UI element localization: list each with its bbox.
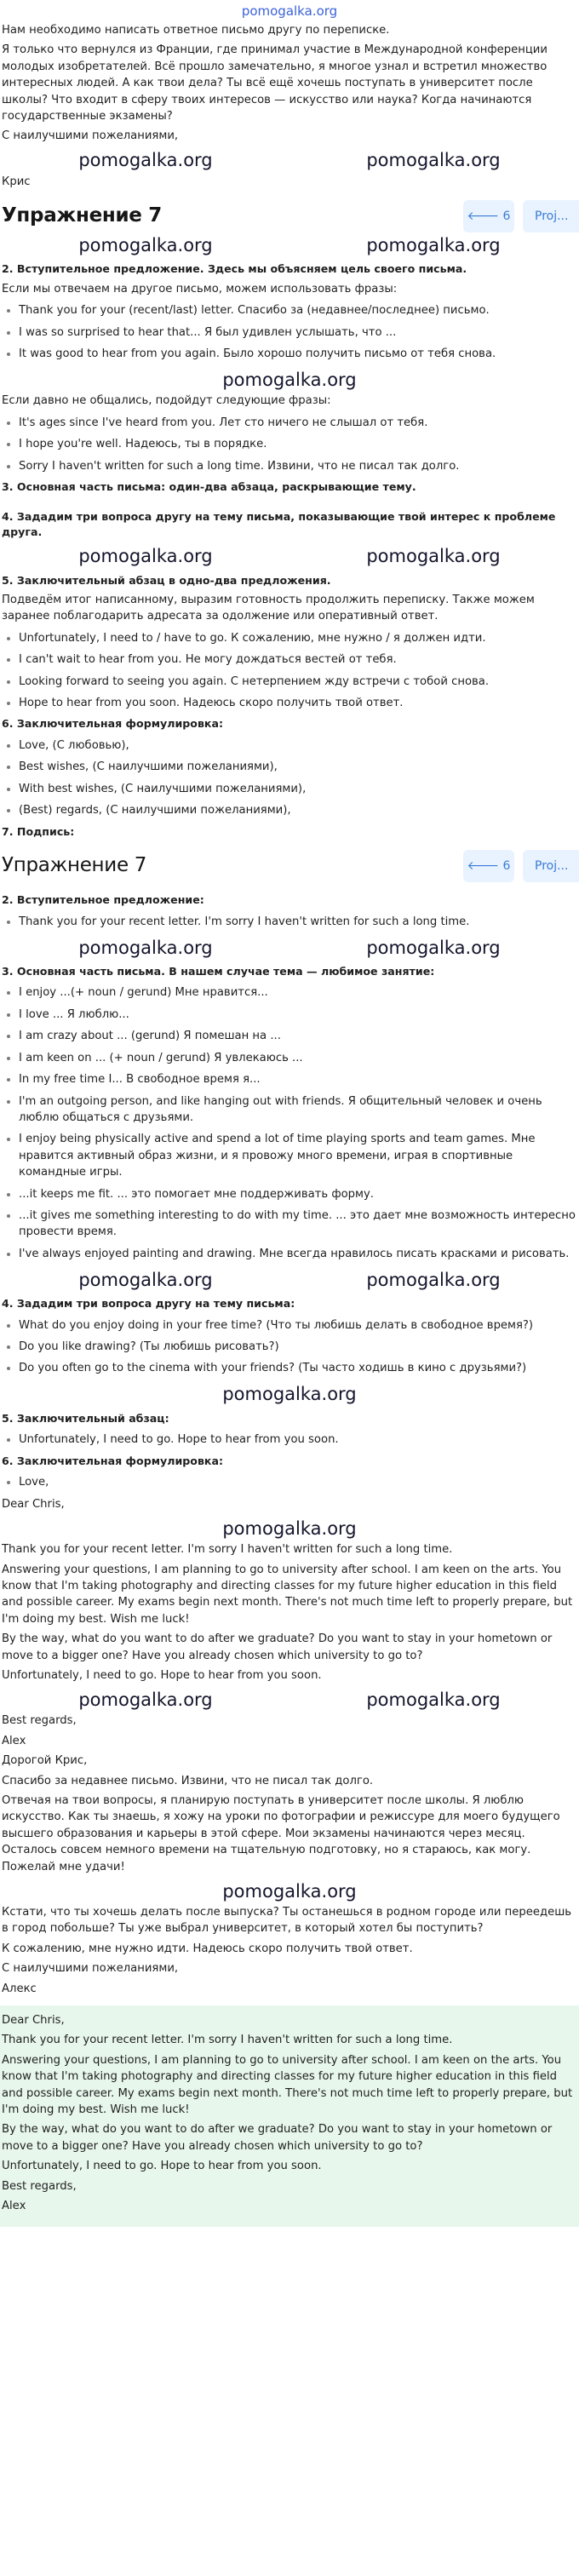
watermark-row: [2, 1382, 577, 1408]
watermark-row: [2, 1267, 577, 1293]
letter-closing: Best regards,: [2, 2179, 77, 2193]
project-button[interactable]: [523, 850, 579, 882]
watermark-row: [2, 1879, 577, 1904]
watermark-row: [2, 544, 577, 570]
letter-paragraph: Thank you for your recent letter. I'm sorry I haven't written for such a long time.: [2, 2034, 453, 2047]
arrow-left-icon: 🡐: [467, 209, 503, 223]
letter-greeting: Dear Chris,: [2, 2014, 65, 2028]
letter-closing: С наилучшими пожеланиями,: [2, 1962, 179, 1976]
section-heading: 6. Заключительная формулировка:: [2, 1454, 223, 1467]
intro-line: С наилучшими пожеланиями,: [2, 129, 179, 143]
list-item: Unfortunately, I need to go. Hope to hear from you soon.: [15, 1431, 577, 1448]
phrase-list: [2, 1431, 577, 1448]
watermark-row: [2, 935, 577, 961]
list-item: ...it gives me something interesting to do with my time. ... это дает мне возможность интересно провести время.: [15, 1208, 577, 1241]
list-item: Sorry I haven't written for such a long time. Извини, что не писал так долго.: [15, 458, 577, 474]
exercise-title: Упражнение 7: [2, 204, 163, 227]
watermark: pomogalka.org: [78, 937, 213, 958]
letter-paragraph: Кстати, что ты хочешь делать после выпуска? Ты останешься в родном городе или переедешь в город побольше? Ты уже выбрал университет, в который хотел бы поступить?: [2, 1906, 572, 1936]
list-item: Thank you for your (recent/last) letter. Спасибо за (недавнее/последнее) письмо.: [15, 302, 577, 318]
phrase-list: [2, 737, 577, 819]
list-item: ...it keeps me fit. ... это помогает мне поддерживать форму.: [15, 1186, 577, 1202]
watermark: pomogalka.org: [222, 1517, 357, 1539]
section-heading: 3. Основная часть письма: один-два абзаца, раскрывающие тему.: [2, 480, 416, 493]
watermark: pomogalka.org: [78, 234, 213, 255]
list-item: Best wishes, (С наилучшими пожеланиями),: [15, 759, 577, 775]
intro-line: Нам необходимо написать ответное письмо другу по переписке.: [2, 24, 390, 37]
intro-signature: Крис: [2, 175, 31, 188]
watermark: pomogalka.org: [78, 1269, 213, 1290]
list-item: Do you often go to the cinema with your friends? (Ты часто ходишь в кино с друзьями?): [15, 1360, 577, 1376]
watermark: pomogalka.org: [366, 1269, 501, 1290]
watermark: pomogalka.org: [222, 369, 357, 390]
list-item: I was so surprised to hear that... Я был удивлен услышать, что ...: [15, 324, 577, 341]
letter-paragraph: Unfortunately, I need to go. Hope to hear from you soon.: [2, 2160, 322, 2173]
letter-greeting: Dear Chris,: [2, 1497, 65, 1511]
watermark: pomogalka.org: [366, 937, 501, 958]
phrase-list: [2, 1317, 577, 1377]
letter-paragraph: Answering your questions, I am planning to go to university after school. I am keen on the arts. You know that I'm taking photography and directing classes for my future higher education in this field and possible career. My exams begin next month. There's not much time left to properly prepare, but I'm doing my best. Wish me luck!: [2, 2053, 573, 2117]
letter-paragraph: Unfortunately, I need to go. Hope to hear from you soon.: [2, 1668, 322, 1682]
list-item: (Best) regards, (С наилучшими пожеланиями),: [15, 802, 577, 818]
list-item: What do you enjoy doing in your free time? (Что ты любишь делать в свободное время?): [15, 1317, 577, 1334]
phrase-list: [2, 302, 577, 362]
letter-greeting: Дорогой Крис,: [2, 1754, 88, 1768]
letter-paragraph: Спасибо за недавнее письмо. Извини, что не писал так долго.: [2, 1774, 374, 1787]
list-item: Love, (С любовью),: [15, 737, 577, 754]
project-button[interactable]: [523, 200, 579, 232]
section-heading: 6. Заключительная формулировка:: [2, 717, 223, 731]
watermark-row: [2, 232, 577, 258]
letter-paragraph: Answering your questions, I am planning to go to university after school. I am keen on the arts. You know that I'm taking photography and directing classes for my future higher education in this field and possible career. My exams begin next month. There's not much time left to properly prepare, but I'm doing my best. Wish me luck!: [2, 1563, 573, 1626]
paragraph: Если давно не общались, подойдут следующие фразы:: [2, 394, 331, 408]
watermark-row: [2, 367, 577, 393]
list-item: Looking forward to seeing you again. С нетерпением жду встречи с тобой снова.: [15, 674, 577, 690]
list-item: Thank you for your recent letter. I'm sorry I haven't written for such a long time.: [15, 914, 577, 930]
list-item: It's ages since I've heard from you. Лет сто ничего не слышал от тебя.: [15, 415, 577, 431]
list-item: With best wishes, (С наилучшими пожеланиями),: [15, 781, 577, 797]
exercise-header: [0, 843, 579, 882]
list-item: I enjoy being physically active and spend a lot of time playing sports and team games. Мне нравится активный образ жизни, и я провожу много времени, играя в спортивные командные игры.: [15, 1131, 577, 1180]
section-heading: 7. Подпись:: [2, 824, 75, 838]
list-item: I am keen on ... (+ noun / gerund) Я увлекаюсь ...: [15, 1050, 577, 1066]
letter-paragraph: Отвечая на твои вопросы, я планирую поступать в университет после школы. Я люблю искусство. Как ты знаешь, я хожу на уроки по фотографии и режиссуре для моего будущего высшего образования и карьеры в этой сфере. Мои экзамены начинаются через месяц. Осталось совсем немного времени на тщательную подготовку, но я стараюсь, как могу. Пожелай мне удачи!: [2, 1793, 560, 1873]
section-heading: 2. Вступительное предложение:: [2, 893, 204, 907]
list-item: I've always enjoyed painting and drawing. Мне всегда нравилось писать красками и рисовать.: [15, 1246, 577, 1262]
section-heading: 3. Основная часть письма. В нашем случае тема — любимое занятие:: [2, 964, 435, 978]
exercise-title: Упражнение 7: [2, 854, 147, 877]
letter-closing: Best regards,: [2, 1714, 77, 1728]
list-item: Do you like drawing? (Ты любишь рисовать?): [15, 1339, 577, 1355]
prev-exercise-button[interactable]: [463, 850, 514, 882]
top-watermark: pomogalka.org: [241, 3, 338, 19]
list-item: I'm an outgoing person, and like hanging out with friends. Я общительный человек и очень люблю общаться с друзьями.: [15, 1093, 577, 1127]
letter-paragraph: Thank you for your recent letter. I'm sorry I haven't written for such a long time.: [2, 1543, 453, 1557]
list-item: In my free time I... В свободное время я...: [15, 1071, 577, 1087]
watermark: pomogalka.org: [366, 1689, 501, 1710]
watermark: pomogalka.org: [78, 1689, 213, 1710]
watermark: pomogalka.org: [366, 546, 501, 567]
paragraph: Если мы отвечаем на другое письмо, можем использовать фразы:: [2, 282, 398, 295]
letter-final-highlight: [0, 2005, 579, 2226]
section-heading: 4. Зададим три вопроса другу на тему письма, показывающие твой интерес к проблеме друга.: [2, 509, 556, 538]
exercise-nav: [463, 200, 579, 232]
watermark-row: [2, 148, 577, 174]
watermark: pomogalka.org: [222, 1384, 357, 1405]
list-item: Love,: [15, 1474, 577, 1490]
letter-paragraph: By the way, what do you want to do after we graduate? Do you want to stay in your hometown or move to a bigger one? Have you already chosen which university to go to?: [2, 1632, 553, 1662]
watermark: pomogalka.org: [78, 546, 213, 567]
exercise-header: [0, 193, 579, 232]
prev-exercise-button[interactable]: [463, 200, 514, 232]
phrase-list: [2, 914, 577, 930]
phrase-list: [2, 984, 577, 1262]
letter-signature: Alex: [2, 2200, 26, 2213]
letter-paragraph: By the way, what do you want to do after we graduate? Do you want to stay in your hometown or move to a bigger one? Have you already chosen which university to go to?: [2, 2123, 553, 2153]
exercise-nav: [463, 850, 579, 882]
section-heading: 2. Вступительное предложение. Здесь мы объясняем цель своего письма.: [2, 262, 467, 276]
letter-paragraph: К сожалению, мне нужно идти. Надеюсь скоро получить твой ответ.: [2, 1942, 413, 1955]
list-item: Hope to hear from you soon. Надеюсь скоро получить твой ответ.: [15, 695, 577, 711]
list-item: I hope you're well. Надеюсь, ты в порядке.: [15, 436, 577, 452]
exercise-2-body: [0, 882, 579, 1491]
project-label: Proj...: [535, 858, 569, 873]
list-item: I am crazy about ... (gerund) Я помешан на ...: [15, 1028, 577, 1044]
intro-letter: [0, 22, 579, 190]
letter-signature: Alex: [2, 1734, 26, 1747]
prev-exercise-label: 6: [502, 858, 511, 873]
watermark: pomogalka.org: [366, 150, 501, 171]
letter-signature: Алекс: [2, 1982, 37, 1995]
list-item: Unfortunately, I need to / have to go. К сожалению, мне нужно / я должен идти.: [15, 630, 577, 646]
prev-exercise-label: 6: [502, 209, 511, 223]
phrase-list: [2, 630, 577, 712]
section-heading: 4. Зададим три вопроса другу на тему письма:: [2, 1297, 295, 1311]
watermark: pomogalka.org: [222, 1880, 357, 1902]
letter-russian: [0, 1753, 579, 1997]
project-label: Proj...: [535, 209, 569, 223]
intro-line: Я только что вернулся из Франции, где принимал участие в Международной конференции молодых изобретателей. Всё прошло замечательно, я многое узнал и встретил множество интересных людей. А как твои дела? Ты всё ещё хочешь поступать в университет после школы? Что входит в сферу твоих интересов — искусство или наука? Когда начинаются государственные экзамены?: [2, 43, 547, 123]
watermark-row: [2, 1516, 577, 1541]
watermark: pomogalka.org: [366, 234, 501, 255]
phrase-list: [2, 1474, 577, 1490]
watermark: pomogalka.org: [78, 150, 213, 171]
list-item: I can't wait to hear from you. Не могу дождаться вестей от тебя.: [15, 651, 577, 668]
arrow-left-icon: 🡐: [467, 858, 503, 873]
phrase-list: [2, 415, 577, 474]
list-item: I love ... Я люблю...: [15, 1007, 577, 1023]
section-heading: 5. Заключительный абзац в одно-два предложения.: [2, 573, 331, 587]
watermark-row: [2, 1687, 577, 1713]
section-heading: 5. Заключительный абзац:: [2, 1411, 169, 1425]
letter-english: [0, 1496, 579, 1749]
exercise-1-body: [0, 232, 579, 840]
paragraph: Подведём итог написанному, выразим готовность продолжить переписку. Также можем заранее поблагодарить адресата за одолжение или оперативный ответ.: [2, 594, 535, 623]
list-item: It was good to hear from you again. Было хорошо получить письмо от тебя снова.: [15, 346, 577, 362]
list-item: I enjoy ...(+ noun / gerund) Мне нравится...: [15, 984, 577, 1001]
